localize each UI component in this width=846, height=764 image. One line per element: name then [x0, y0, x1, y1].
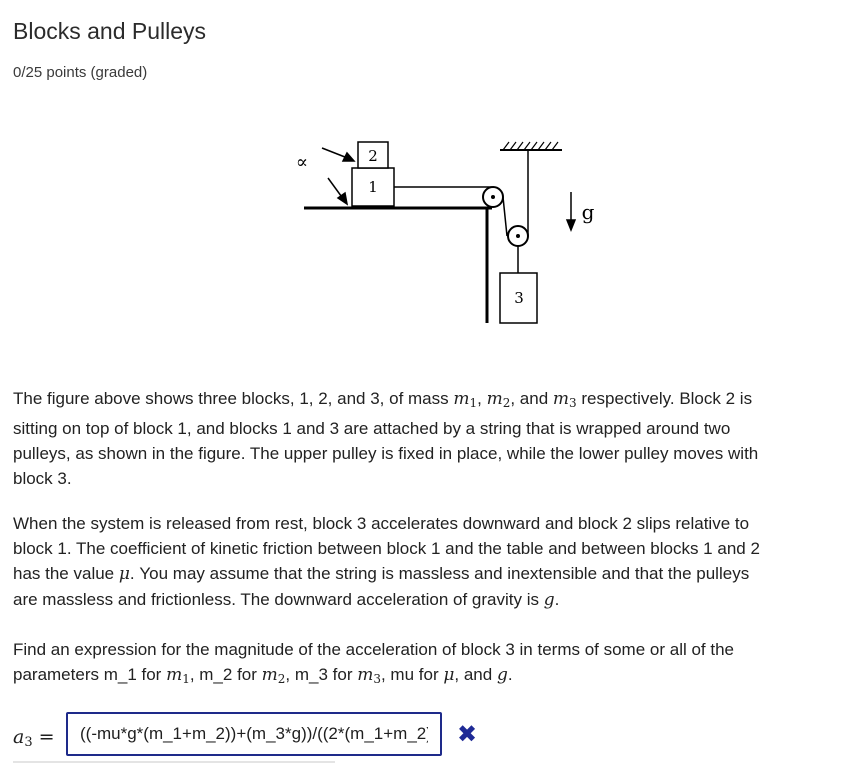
math-m2: $m_2$: [261, 665, 286, 686]
angle-symbol: ∝: [295, 152, 309, 173]
math-m3: $m_3$: [357, 665, 381, 686]
incorrect-x-icon: ✖: [457, 721, 478, 748]
answer-row: [13, 712, 846, 760]
interface-arrow-top: [322, 148, 354, 161]
math-mu: μ: [118, 564, 130, 584]
paragraph-1-line-2: sitting on top of block 1, and blocks 1 and 3 are attached by a string that is wrapped around two: [13, 419, 731, 438]
answer-input[interactable]: [66, 712, 442, 756]
answer-preview-underline: [13, 761, 335, 763]
paragraph-1-line-3: pulleys, as shown in the figure. The upper pulley is fixed in place, while the lower pulley moves with: [13, 444, 759, 463]
answer-label: $a_3$ =: [13, 726, 55, 750]
blocks-pulleys-figure: [290, 132, 610, 332]
page-title: Blocks and Pulleys: [13, 18, 207, 44]
paragraph-2-line-1: When the system is released from rest, block 3 accelerates downward and block 2 slips relative to: [13, 514, 750, 533]
math-m1: $m_1$: [453, 389, 478, 410]
math-g: g: [496, 665, 508, 685]
points-status: 0/25 points (graded): [13, 64, 148, 81]
problem-paragraph-3: [13, 637, 846, 692]
block-2-label: 2: [368, 147, 378, 165]
paragraph-2-line-2: block 1. The coefficient of kinetic friction between block 1 and the table and between blocks 1 and 2: [13, 539, 760, 558]
interface-arrow-bottom: [328, 178, 347, 204]
math-m3: $m_3$: [552, 389, 577, 410]
paragraph-1-line-1: The figure above shows three blocks, 1, 2, and 3, of mass $m_1$, $m_2$, and $m_3$ respectively. Block 2 is: [13, 389, 753, 410]
math-m1: $m_1$: [166, 665, 190, 686]
paragraph-3-line-1: Find an expression for the magnitude of the acceleration of block 3 in terms of some or all of the: [13, 640, 734, 659]
problem-paragraph-1: [13, 386, 846, 491]
math-mu: μ: [443, 665, 455, 685]
math-m2: $m_2$: [486, 389, 511, 410]
paragraph-2-line-3: has the value μ. You may assume that the string is massless and inextensible and that the pulleys: [13, 564, 750, 584]
string-left-vertical: [503, 197, 507, 236]
paragraph-3-line-2: parameters m_1 for $m_1$, m_2 for $m_2$, m_3 for $m_3$, mu for μ, and g.: [13, 665, 513, 686]
problem-paragraph-2: [13, 511, 846, 613]
paragraph-2-line-4: are massless and frictionless. The downward acceleration of gravity is g.: [13, 590, 560, 610]
block-1-label: 1: [368, 178, 378, 196]
gravity-arrow: [567, 192, 575, 230]
gravity-label: g: [581, 200, 595, 224]
block-3-label: 3: [514, 289, 524, 307]
math-g: g: [543, 590, 555, 610]
ceiling-hatching: [503, 142, 558, 150]
paragraph-1-line-4: block 3.: [13, 469, 72, 488]
